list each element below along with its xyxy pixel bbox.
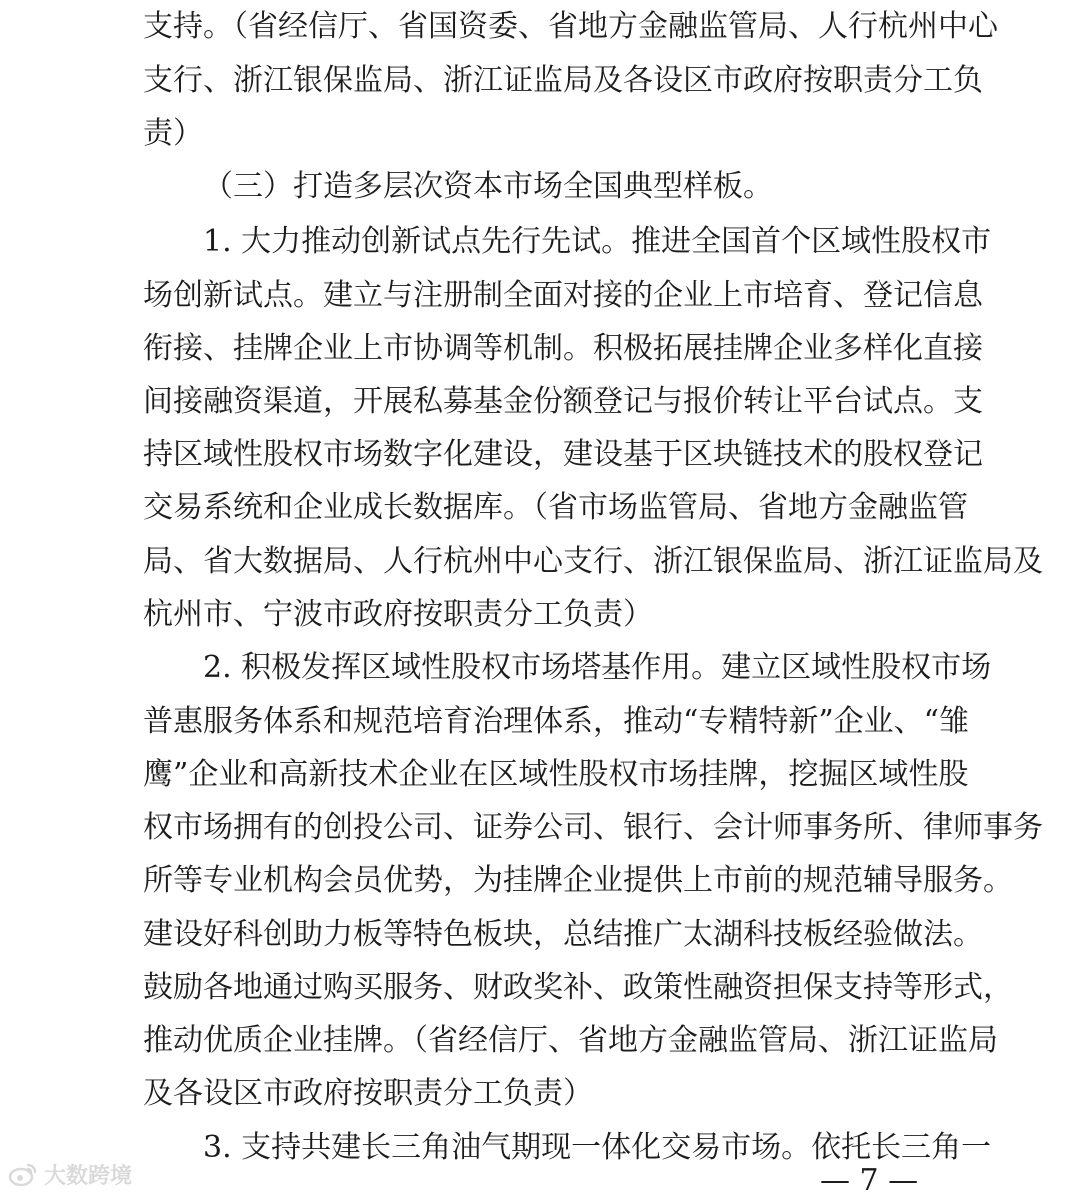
text-line: 衔接、挂牌企业上市协调等机制。积极拓展挂牌企业多样化直接 <box>143 331 983 366</box>
text-line: 持区域性股权市场数字化建设，建设基于区块链技术的股权登记 <box>143 437 983 472</box>
text-line: 间接融资渠道，开展私募基金份额登记与报价转让平台试点。支 <box>143 384 983 419</box>
text-line: 所等专业机构会员优势，为挂牌企业提供上市前的规范辅导服务。 <box>143 863 1013 898</box>
text-line: 及各设区市政府按职责分工负责） <box>143 1076 593 1111</box>
text-line: 交易系统和企业成长数据库。（省市场监管局、省地方金融监管 <box>143 490 968 525</box>
text-line: 1. 大力推动创新试点先行先试。推进全国首个区域性股权市 <box>203 224 992 259</box>
text-line: 场创新试点。建立与注册制全面对接的企业上市培育、登记信息 <box>143 278 983 313</box>
text-line: 鼓励各地通过购买服务、财政奖补、政策性融资担保支持等形式， <box>143 970 1013 1005</box>
text-line: 支行、浙江银保监局、浙江证监局及各设区市政府按职责分工负 <box>143 63 983 98</box>
text-line: 3. 支持共建长三角油气期现一体化交易市场。依托长三角一 <box>203 1130 992 1165</box>
watermark-text: 大数跨境 <box>44 1163 133 1189</box>
text-line: 权市场拥有的创投公司、证券公司、银行、会计师事务所、律师事务 <box>143 810 1043 845</box>
text-line: 责） <box>143 116 203 151</box>
text-line: 建设好科创助力板等特色板块，总结推广太湖科技板经验做法。 <box>143 917 983 952</box>
page-number: — 7 — <box>820 1163 919 1198</box>
text-line: 2. 积极发挥区域性股权市场塔基作用。建立区域性股权市场 <box>203 650 992 685</box>
text-line: 局、省大数据局、人行杭州中心支行、浙江银保监局、浙江证监局及 <box>143 544 1043 579</box>
text-line: 普惠服务体系和规范培育治理体系，推动“专精特新”企业、“雏 <box>143 704 970 739</box>
weibo-logo-icon <box>8 1161 38 1187</box>
text-line: 推动优质企业挂牌。（省经信厅、省地方金融监管局、浙江证监局 <box>143 1023 998 1058</box>
text-line: 鹰”企业和高新技术企业在区域性股权市场挂牌，挖掘区域性股 <box>143 757 969 792</box>
text-line: 杭州市、宁波市政府按职责分工负责） <box>143 597 653 632</box>
text-line: 支持。（省经信厅、省国资委、省地方金融监管局、人行杭州中心 <box>143 9 998 44</box>
section-heading: （三）打造多层次资本市场全国典型样板。 <box>203 169 773 204</box>
watermark <box>8 1158 132 1190</box>
